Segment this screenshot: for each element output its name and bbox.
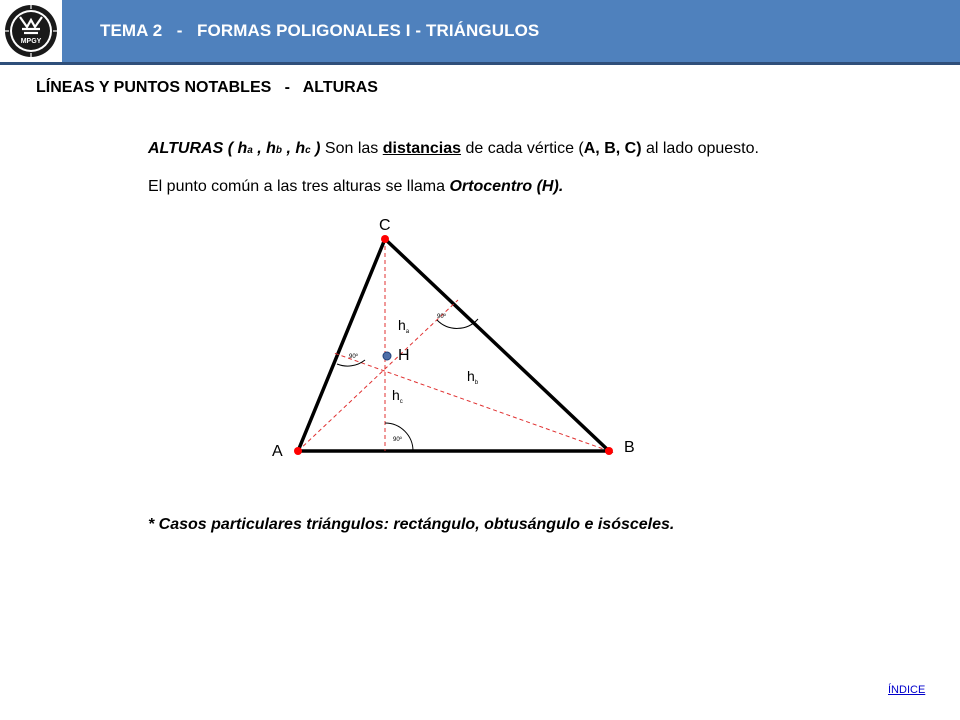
vertex-b-point	[605, 447, 613, 455]
altitudes-term: ALTURAS ( ha , hb , hc )	[148, 140, 321, 157]
vertex-c-label: C	[379, 217, 391, 234]
distances-keyword: distancias	[382, 140, 462, 157]
orthocenter-term: Ortocentro (H).	[449, 178, 564, 195]
page-header-title: TEMA 2 - FORMAS POLIGONALES I - TRIÁNGULOS	[100, 21, 540, 40]
right-angle-arc-b	[337, 360, 365, 366]
vertex-b-label: B	[624, 439, 635, 456]
right-angle-label-b: 90º	[349, 354, 358, 360]
vertex-c-point	[381, 235, 389, 243]
section-title: LÍNEAS Y PUNTOS NOTABLES - ALTURAS	[36, 79, 378, 96]
orthocenter-label: H	[398, 347, 410, 364]
altitude-hc-label: $h_c$	[392, 387, 403, 405]
right-angle-label-a: 90º	[437, 314, 446, 320]
index-link[interactable]: ÍNDICE	[888, 684, 926, 696]
orthocenter-definition: El punto común a las tres alturas se llama Ortocentro (H).	[148, 178, 564, 195]
vertex-a-point	[294, 447, 302, 455]
altitude-ha-label: $h_a$	[398, 317, 410, 335]
svg-text:MPGY: MPGY	[20, 38, 42, 45]
altitude-hb-label: $h_b$	[467, 368, 479, 386]
orthocenter-point	[383, 352, 391, 360]
altitude-from-a	[298, 300, 458, 451]
triangle-sides	[298, 239, 609, 451]
altitudes-definition: ALTURAS ( ha , hb , hc ) Son las distancias de cada vértice (A, B, C) al lado opuesto.	[148, 140, 759, 157]
special-cases-note: * Casos particulares triángulos: rectángulo, obtusángulo e isósceles.	[148, 516, 675, 533]
right-angle-label-c: 90º	[393, 437, 402, 443]
vertex-a-label: A	[272, 443, 283, 460]
